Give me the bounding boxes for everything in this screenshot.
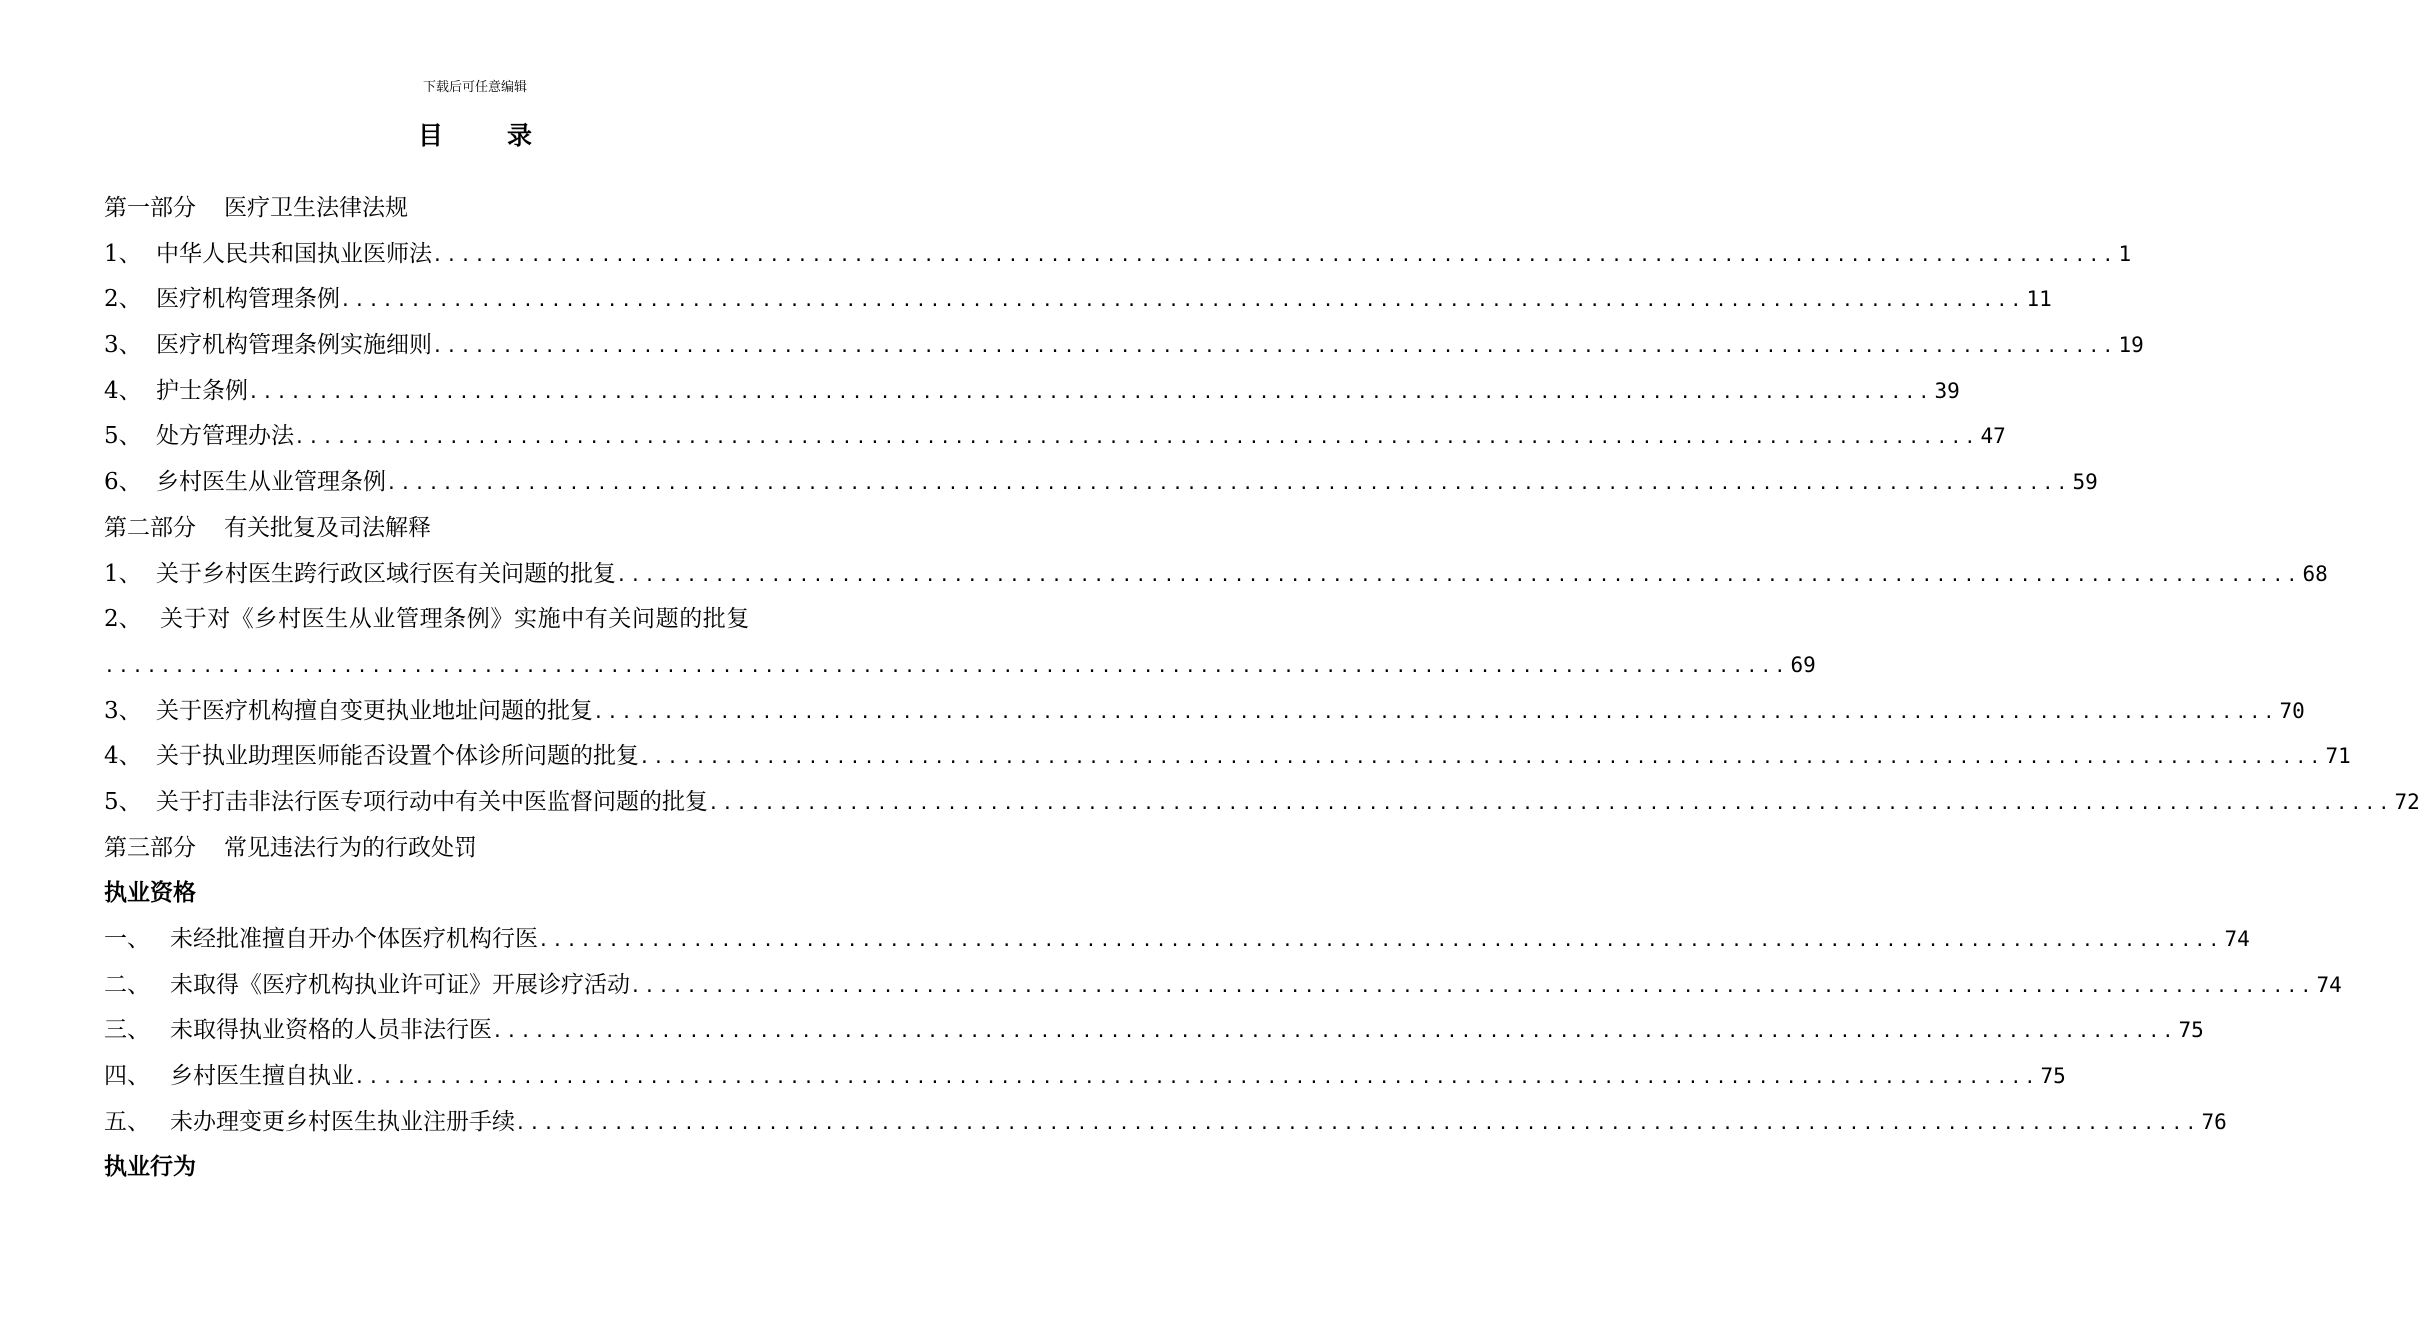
dot-leader: ........................................................................................................................ — [432, 244, 2117, 266]
toc-entry[interactable] — [104, 917, 2250, 963]
entry-page: 74 — [2224, 927, 2250, 952]
entry-title: 关于执业助理医师能否设置个体诊所问题的批复 — [156, 743, 639, 770]
entry-title: 关于打击非法行医专项行动中有关中医监督问题的批复 — [156, 788, 708, 815]
dot-leader: ........................................................................................................................ — [616, 564, 2301, 586]
entry-title: 中华人民共和国执业医师法 — [156, 240, 432, 267]
dot-leader: ........................................................................................................................ — [354, 1067, 2039, 1089]
entry-page: 71 — [2325, 744, 2351, 769]
toc-entry[interactable] — [104, 323, 2144, 369]
entry-page: 59 — [2072, 470, 2098, 495]
dot-leader: ........................................................................................................................ — [492, 1021, 2177, 1043]
dot-leader: ........................................................................................................................ — [248, 381, 1933, 403]
entry-number: 二、 — [104, 971, 150, 998]
entry-page: 39 — [1934, 378, 1960, 403]
toc-entry[interactable] — [104, 1100, 2227, 1146]
dot-leader: ........................................................................................................................ — [538, 930, 2223, 952]
entry-title: 护士条例 — [156, 377, 248, 404]
toc-entry-wrapped[interactable] — [104, 597, 1816, 688]
entry-page: 19 — [2118, 333, 2144, 358]
entry-page: 72 — [2394, 789, 2420, 814]
entry-number: 1、 — [104, 240, 142, 267]
part-label: 第三部分 — [104, 834, 196, 861]
entry-page: 76 — [2201, 1109, 2227, 1134]
entry-number: 2、 — [104, 606, 142, 633]
entry-number: 1、 — [104, 560, 142, 587]
entry-number: 3、 — [104, 332, 142, 359]
dot-leader: ........................................................................................................................ — [639, 747, 2324, 769]
dot-leader: ........................................................................................................................ — [515, 1112, 2200, 1134]
entry-title: 未办理变更乡村医生执业注册手续 — [170, 1108, 515, 1135]
entry-page: 74 — [2316, 972, 2342, 997]
entry-number: 5、 — [104, 788, 142, 815]
dot-leader: ........................................................................................................................ — [708, 792, 2393, 814]
part-title: 医疗卫生法律法规 — [224, 195, 408, 221]
page-title — [0, 116, 950, 152]
part-title: 有关批复及司法解释 — [224, 514, 431, 541]
entry-number: 3、 — [104, 697, 142, 724]
entry-page: 75 — [2040, 1064, 2066, 1089]
toc-entry[interactable] — [104, 734, 2351, 780]
entry-number: 4、 — [104, 377, 142, 404]
entry-title: 关于医疗机构擅自变更执业地址问题的批复 — [156, 697, 593, 724]
entry-title: 处方管理办法 — [156, 423, 294, 450]
entry-number: 一、 — [104, 926, 150, 953]
dot-leader: ........................................................................................................................ — [294, 427, 1979, 449]
entry-page: 1 — [2118, 241, 2132, 266]
toc-entry[interactable] — [104, 552, 2328, 598]
toc-entry[interactable] — [104, 460, 2098, 506]
table-of-contents — [104, 186, 2420, 1191]
toc-entry[interactable] — [104, 963, 2342, 1009]
part-heading-2 — [104, 506, 838, 552]
entry-number: 6、 — [104, 469, 142, 496]
entry-page: 75 — [2178, 1018, 2204, 1043]
entry-title: 乡村医生从业管理条例 — [156, 469, 386, 496]
entry-number: 5、 — [104, 423, 142, 450]
entry-page: 11 — [2026, 287, 2052, 312]
dot-leader: ........................................................................................................................ — [432, 336, 2117, 358]
entry-number: 2、 — [104, 286, 142, 313]
entry-page: 68 — [2302, 561, 2328, 586]
entry-number: 三、 — [104, 1017, 150, 1044]
toc-entry[interactable] — [104, 414, 2006, 460]
toc-entry[interactable] — [104, 1054, 2066, 1100]
part-title: 常见违法行为的行政处罚 — [224, 834, 477, 861]
toc-entry[interactable] — [104, 780, 2420, 826]
dot-leader: ........................................................................................................................ — [593, 701, 2278, 723]
toc-entry[interactable] — [104, 232, 2132, 278]
dot-leader: ........................................................................................................................ — [340, 290, 2025, 312]
entry-title: 医疗机构管理条例实施细则 — [156, 332, 432, 359]
part-heading-3 — [104, 826, 838, 872]
part-label: 第二部分 — [104, 514, 196, 541]
entry-page: 70 — [2279, 698, 2305, 723]
dot-leader: ........................................................................................................................ — [630, 975, 2315, 997]
entry-title: 关于乡村医生跨行政区域行医有关问题的批复 — [156, 560, 616, 587]
toc-entry[interactable] — [104, 689, 2305, 735]
header-note: 下载后可任意编辑 — [422, 80, 527, 95]
entry-page: 69 — [1790, 652, 1816, 677]
part-heading-1 — [104, 186, 838, 232]
section-heading: 执业行为 — [104, 1154, 196, 1181]
title-char-right: 录 — [507, 121, 533, 150]
section-heading: 执业资格 — [104, 880, 196, 907]
entry-number: 五、 — [104, 1108, 150, 1135]
entry-page: 47 — [1980, 424, 2006, 449]
entry-number: 四、 — [104, 1063, 150, 1090]
entry-title: 乡村医生擅自执业 — [170, 1063, 354, 1090]
entry-title: 医疗机构管理条例 — [156, 286, 340, 313]
part-label: 第一部分 — [104, 195, 196, 221]
entry-title: 关于对《乡村医生从业管理条例》实施中有关问题的批复 — [160, 606, 750, 633]
toc-entry[interactable] — [104, 1008, 2204, 1054]
toc-entry[interactable] — [104, 277, 2052, 323]
entry-title: 未取得执业资格的人员非法行医 — [170, 1017, 492, 1044]
title-char-left: 目 — [417, 121, 443, 150]
dot-leader: ........................................................................................................................ — [386, 473, 2071, 495]
entry-title: 未取得《医疗机构执业许可证》开展诊疗活动 — [170, 971, 630, 998]
entry-title: 未经批准擅自开办个体医疗机构行医 — [170, 926, 538, 953]
dot-leader: ........................................................................................................................ — [104, 655, 1789, 677]
toc-entry[interactable] — [104, 369, 1960, 415]
entry-number: 4、 — [104, 743, 142, 770]
